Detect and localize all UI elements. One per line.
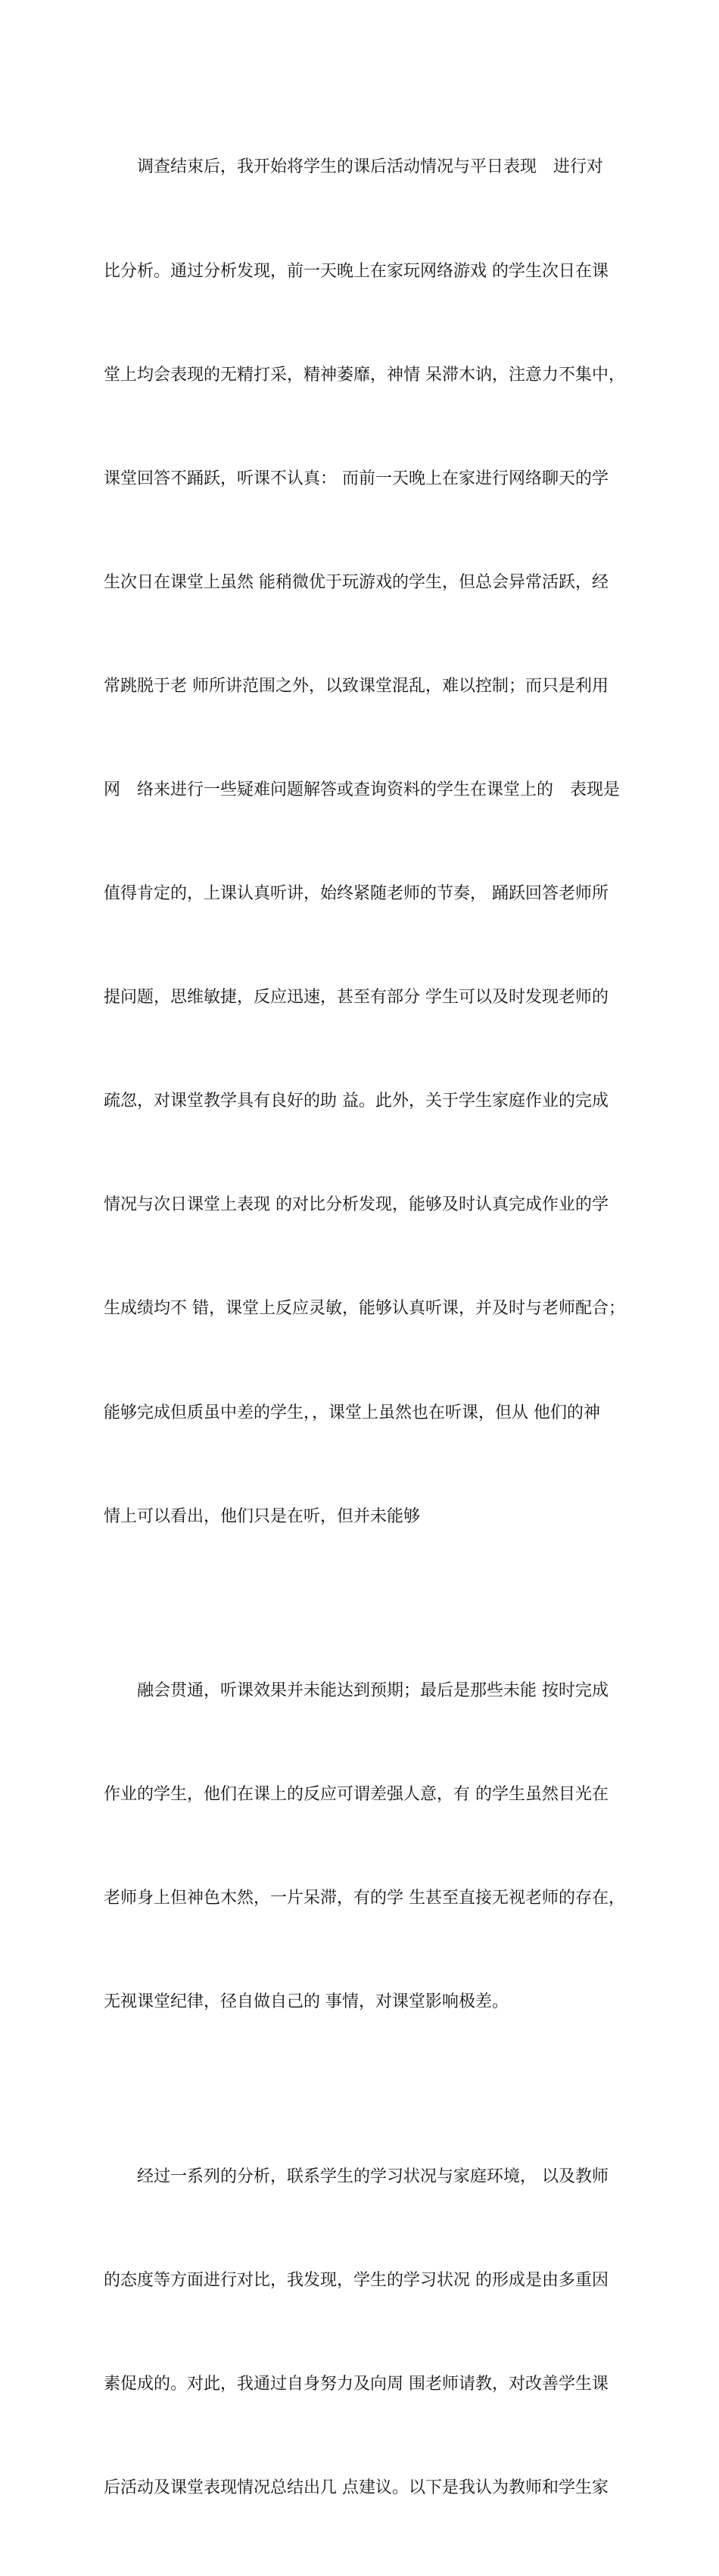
text-line: 情上可以看出，他们只是在听，但并未能够 xyxy=(104,1506,421,1526)
text-line: 无视课堂纪律，径自做自己的 事情，对课堂影响极差。 xyxy=(104,1992,509,2012)
paragraph-3 xyxy=(104,2091,607,2575)
text-line: 调查结束后，我开始将学生的课后活动情况与平日表现 进行对 xyxy=(104,157,604,177)
text-line: 能够完成但质虽中差的学生，，课堂上虽然也在听课，但从 他们的神 xyxy=(104,1403,600,1422)
text-line: 课堂回答不踊跃，听课不认真： 而前一天晚上在家进行网络聊天的学 xyxy=(104,469,609,488)
text-line: 比分析。通过分析发现，前一天晚上在家玩网络游戏 的学生次日在课 xyxy=(104,261,609,281)
text-line: 提问题，思维敏捷，反应迅速，甚至有部分 学生可以及时发现老师的 xyxy=(104,988,609,1008)
text-line: 生成绩均不 错，课堂上反应灵敏，能够认真听课，并及时与老师配合； xyxy=(104,1299,625,1319)
text-line: 经过一系列的分析，联系学生的学习状况与家庭环境， 以及教师 xyxy=(104,2166,609,2186)
text-line: 作业的学生，他们在课上的反应可谓差强人意，有 的学生虽然目光在 xyxy=(104,1785,609,1805)
text-line: 生次日在课堂上虽然 能稍微优于玩游戏的学生，但总会异常活跃，经 xyxy=(104,572,609,592)
paragraph-1 xyxy=(104,81,625,1603)
text-line: 疏忽，对课堂教学具有良好的助 益。此外，关于学生家庭作业的完成 xyxy=(104,1092,609,1111)
text-line: 老师身上但神色木然，一片呆滞，有的学 生甚至直接无视老师的存在， xyxy=(104,1889,625,1908)
text-line: 情况与次日课堂上表现 的对比分析发现，能够及时认真完成作业的学 xyxy=(104,1195,609,1215)
paragraph-2 xyxy=(104,1605,625,2089)
text-line: 网 络来进行一些疑难问题解答或查询资料的学生在课堂上的 表现是 xyxy=(104,780,621,799)
text-line: 值得肯定的，上课认真听讲，始终紧随老师的节奏， 踊跃回答老师所 xyxy=(104,884,609,904)
text-line: 融会贯通，听课效果并未能达到预期；最后是那些未能 按时完成 xyxy=(104,1681,609,1701)
text-line: 常跳脱于老 师所讲范围之外，以致课堂混乱，难以控制；而只是利用 xyxy=(104,676,609,696)
text-line: 后活动及课堂表现情况总结出几 点建议。以下是我认为教师和学生家 xyxy=(104,2478,609,2498)
text-line: 堂上均会表现的无精打采，精神萎靡，神情 呆滞木讷，注意力不集中， xyxy=(104,365,625,385)
document-body xyxy=(104,81,625,2576)
text-line: 素促成的。对此，我通过自身努力及向周 围老师请教，对改善学生课 xyxy=(104,2375,609,2394)
text-line: 的态度等方面进行对比，我发现，学生的学习状况 的形成是由多重因 xyxy=(104,2271,609,2290)
